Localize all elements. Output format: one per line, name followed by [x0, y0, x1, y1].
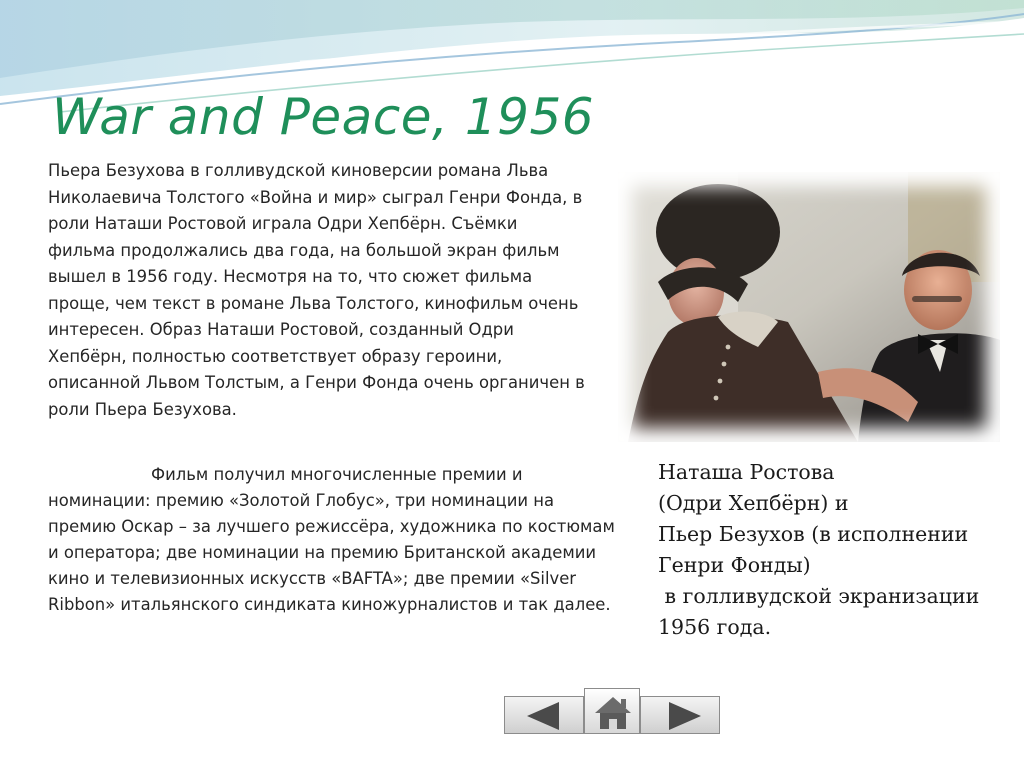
caption-line: (Одри Хепбёрн) и	[658, 491, 849, 515]
film-still-illustration	[618, 172, 1000, 442]
caption-line: в голливудской экранизации	[658, 584, 980, 608]
next-slide-button[interactable]	[640, 696, 720, 734]
triangle-left-icon	[505, 697, 585, 735]
photo-caption	[658, 457, 998, 643]
caption-line: 1956 года.	[658, 615, 772, 639]
awards-paragraph: Фильм получил многочисленные премии и номинации: премию «Золотой Глобус», три номинации на премию Оскар – за лучшего режиссёра, художника по костюмам и оператора; две номинации на премию Британской академии кино и телевизионных искусств «BAFTA»; две премии «Silver Ribbon» итальянского синдиката киножурналистов и так далее.	[48, 465, 615, 614]
slide-title: War and Peace, 1956	[52, 88, 595, 146]
slide-navigation	[504, 688, 720, 738]
description-paragraph: Пьера Безухова в голливудской киноверсии романа Льва Николаевича Толстого «Война и мир» сыграл Генри Фонда, в роли Наташи Ростовой играла Одри Хепбёрн. Съёмки фильма продолжались два года, на большой экран фильм вышел в 1956 году. Несмотря на то, что сюжет фильма проще, чем текст в романе Льва Толстого, кинофильм очень интересен. Образ Наташи Ростовой, созданный Одри Хепбёрн, полностью соответствует образу героини, описанной Львом Толстым, а Генри Фонда очень органичен в роли Пьера Безухова.	[48, 161, 585, 419]
home-slide-button[interactable]	[584, 688, 640, 734]
previous-slide-button[interactable]	[504, 696, 584, 734]
triangle-right-icon	[641, 697, 721, 735]
caption-line: Наташа Ростова	[658, 460, 835, 484]
house-icon	[585, 689, 641, 735]
caption-line: Генри Фонды)	[658, 553, 811, 577]
film-still-photo	[618, 172, 1000, 442]
caption-line: Пьер Безухов (в исполнении	[658, 522, 969, 546]
